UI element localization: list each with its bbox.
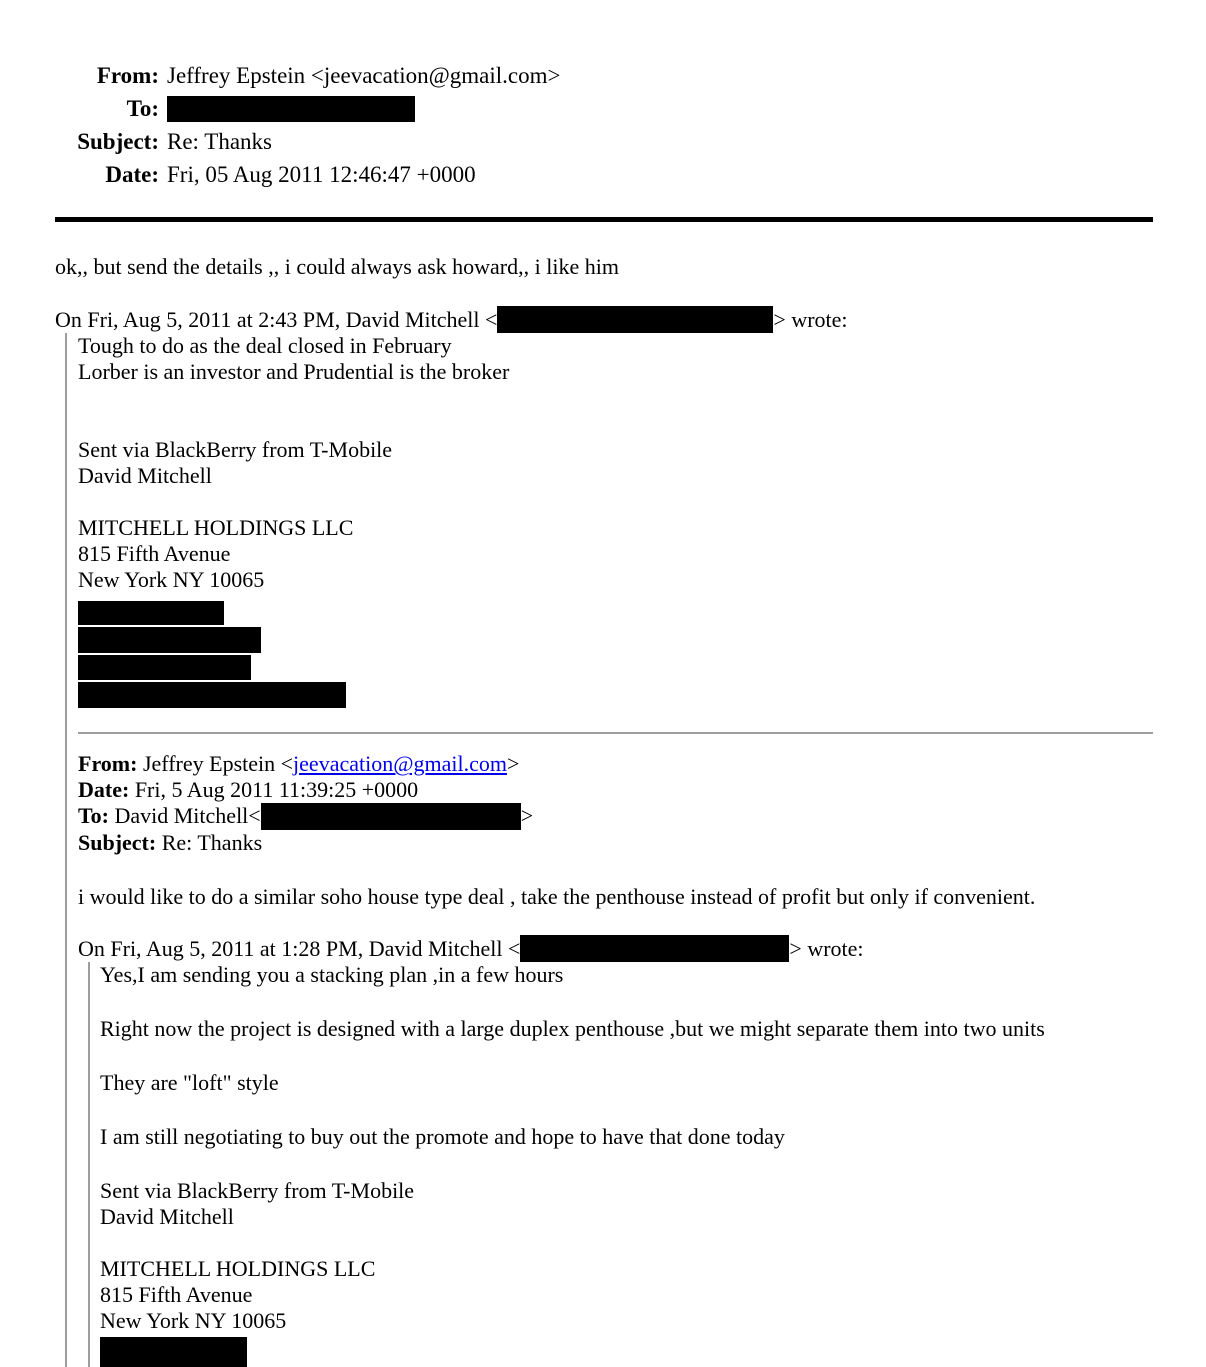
quote2-paragraph-4: I am still negotiating to buy out the promote and hope to have that done today [100,1124,785,1150]
redaction-bar-sig-1 [78,601,224,625]
signature-block-2 [100,1178,1153,1367]
from-value: Jeffrey Epstein <jeevacation@gmail.com> [167,63,561,88]
redaction-bar-sender-1 [497,306,773,333]
redaction-bar-to-inner [261,803,521,830]
attribution-line-2 [78,936,1153,962]
inner-row-subject [78,830,1153,856]
quote2-paragraph-2: Right now the project is designed with a large duplex penthouse ,but we might separate them into two units [100,1016,1045,1042]
redaction-bar-to [167,96,415,122]
from-label: From: [96,63,159,88]
attribution-1-suffix: > wrote: [773,307,848,332]
header-row-date [55,158,1153,191]
sig2-sent-via: Sent via BlackBerry from T-Mobile [100,1178,415,1204]
header-divider-rule [55,217,1153,222]
attribution-line-1 [55,307,1153,333]
inner-email-header [78,751,1153,855]
date-label: Date: [105,162,159,187]
email-body [55,254,1153,1367]
inner-subject-label: Subject: [78,829,157,855]
sig2-company: MITCHELL HOLDINGS LLC [100,1256,376,1282]
sig1-name: David Mitchell [78,463,212,489]
sig1-address-1: 815 Fifth Avenue [78,541,231,567]
quote1-line-1: Tough to do as the deal closed in February [78,333,452,359]
inner-from-prefix: Jeffrey Epstein < [142,751,294,777]
message-line: ok,, but send the details ,, i could always ask howard,, i like him [55,254,619,279]
sig1-address-2: New York NY 10065 [78,567,265,593]
sig1-sent-via: Sent via BlackBerry from T-Mobile [78,437,393,463]
inner-row-to [78,803,1153,829]
attribution-2-prefix: On Fri, Aug 5, 2011 at 1:28 PM, David Mitchell < [78,935,521,961]
inner-date-label: Date: [78,777,130,803]
inner-to-label: To: [78,803,109,829]
inner-to-prefix: David Mitchell< [114,803,261,829]
quote-level-1 [65,333,1153,1367]
inner-row-from [78,751,1153,777]
quote1-paragraph [78,333,1153,385]
inner-from-suffix: > [506,751,520,777]
header-row-from [55,59,1153,92]
redaction-bar-sig-5 [100,1337,247,1367]
header-row-to [55,92,1153,125]
sig1-company: MITCHELL HOLDINGS LLC [78,515,354,541]
header-row-subject [55,125,1153,158]
inner-subject-value: Re: Thanks [161,829,263,855]
email-header [55,59,1153,191]
redaction-bar-sender-2 [520,935,789,962]
redaction-bar-sig-4 [78,682,346,708]
sig1-redactions [78,601,1153,708]
date-value: Fri, 05 Aug 2011 12:46:47 +0000 [167,162,476,187]
to-value [167,92,415,125]
quote2-paragraph-1: Yes,I am sending you a stacking plan ,in a few hours [100,962,564,988]
inner-row-date [78,777,1153,803]
quote2-paragraph-3: They are "loft" style [100,1070,279,1096]
subject-value: Re: Thanks [167,129,272,154]
signature-block-1 [78,437,1153,708]
redaction-bar-sig-3 [78,655,251,680]
subject-label: Subject: [77,129,159,154]
inner-divider-rule [78,732,1153,734]
redaction-bar-sig-2 [78,627,261,653]
attribution-2-suffix: > wrote: [789,935,864,961]
inner-to-suffix: > [520,803,534,829]
quote1-line-2: Lorber is an investor and Prudential is the broker [78,359,510,385]
message-line-2: i would like to do a similar soho house type deal , take the penthouse instead of profit but only if convenient. [78,883,1036,909]
sig2-address-1: 815 Fifth Avenue [100,1282,253,1308]
inner-from-label: From: [78,751,138,777]
to-label: To: [126,96,159,121]
quote-level-2 [88,962,1153,1367]
sig2-address-2: New York NY 10065 [100,1308,287,1334]
sig2-name: David Mitchell [100,1204,234,1230]
attribution-1-prefix: On Fri, Aug 5, 2011 at 2:43 PM, David Mitchell < [55,307,498,332]
email-link[interactable]: jeevacation@gmail.com [293,751,507,777]
inner-date-value: Fri, 5 Aug 2011 11:39:25 +0000 [134,777,419,803]
